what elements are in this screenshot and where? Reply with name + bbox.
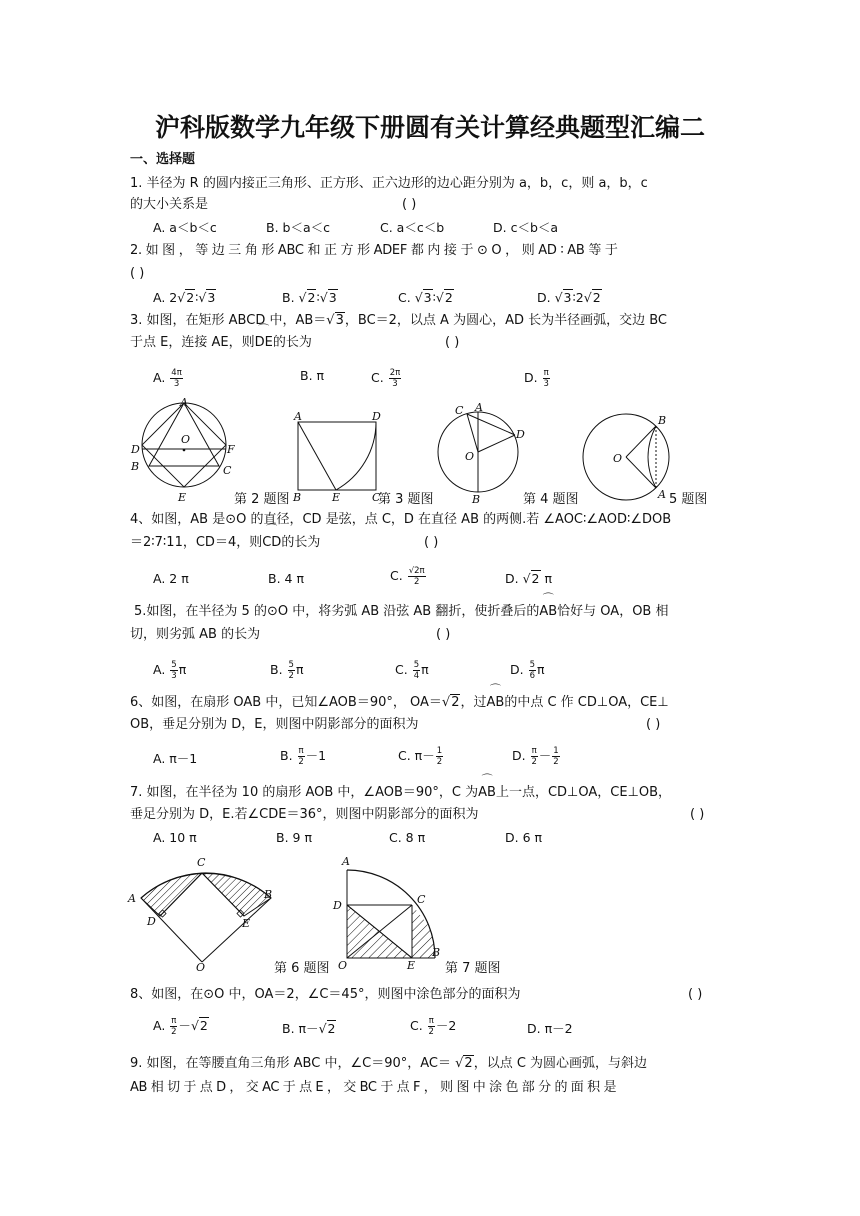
figure-4-caption: 第 4 题图	[523, 492, 579, 507]
q8-option-c: C. $\frac{\pi}{2}$ －2	[410, 1016, 457, 1037]
svg-text:B: B	[293, 491, 302, 504]
q8-option-b: B. π－√2	[282, 1021, 336, 1036]
svg-text:B: B	[432, 946, 441, 959]
q1-option-a: A. a＜b＜c	[153, 220, 217, 235]
figure-6-caption: 第 6 题图	[274, 961, 330, 976]
q7-paren: ( )	[690, 807, 705, 822]
q1-option-c: C. a＜c＜b	[380, 220, 445, 235]
q2-option-c: C. √3∶√2	[398, 290, 453, 305]
q1-option-b: B. b＜a＜c	[266, 220, 330, 235]
svg-text:E: E	[242, 917, 251, 930]
q5-option-c: C. $\frac{5}{4}$ π	[395, 660, 429, 681]
q5-option-a: A. $\frac{5}{3}$ π	[153, 660, 187, 681]
figure-5-caption: 5 题图	[669, 492, 708, 507]
figure-6-diagram	[126, 854, 286, 976]
q1-line1: 1. 半径为 R 的圆内接正三角形、正方形、正六边形的边心距分别为 a，b，c，则 a，b，c	[130, 176, 648, 191]
svg-text:O: O	[613, 452, 623, 465]
figure-2-caption: 第 2 题图	[234, 492, 290, 507]
q8-option-a: A. $\frac{\pi}{2}$ －√2	[153, 1016, 208, 1037]
q4-option-b: B. 4 π	[268, 571, 304, 586]
q5-line2: 切，则劣弧 AB 的长为	[130, 627, 261, 642]
q7-option-c: C. 8 π	[389, 830, 426, 845]
figure-2-diagram	[128, 398, 238, 506]
q6-option-b: B. $\frac{\pi}{2}$ －1	[280, 746, 327, 767]
figure-3-diagram	[288, 410, 386, 502]
q6-option-c: C. π－ $\frac{1}{2}$	[398, 746, 443, 767]
q6-line2: OB，垂足分别为 D，E，则图中阴影部分的面积为	[130, 717, 419, 732]
q8-line1: 8、如图，在⊙O 中，OA＝2，∠C＝45°，则图中涂色部分的面积为	[130, 987, 521, 1002]
q4-option-a: A. 2 π	[153, 571, 189, 586]
svg-text:O: O	[338, 959, 348, 972]
svg-text:A: A	[294, 410, 302, 423]
svg-text:E: E	[332, 491, 341, 504]
q6-paren: ( )	[646, 717, 661, 732]
page-title: 沪科版数学九年级下册圆有关计算经典题型汇编二	[154, 113, 705, 142]
q7-line1: 7. 如图，在半径为 10 的扇形 AOB 中，∠AOB＝90°，C 为⌒ AB上一点，CD⊥OA，CE⊥OB，	[130, 785, 671, 801]
section-heading: 一、选择题	[130, 152, 196, 167]
q3-line1: 3. 如图，在矩形 ABCD 中，AB＝√3，BC＝2，以点 A 为圆心，AD 长为半径画弧，交边 BC	[130, 313, 668, 328]
svg-text:C: C	[197, 856, 206, 869]
q5-line1: 5.如图，在半径为 5 的⊙O 中，将劣弧 AB 沿弦 AB 翻折，使折叠后的⌒ AB恰好与 OA，OB 相	[134, 604, 669, 620]
q4-option-c: C. $\frac{√2\pi}{2}$	[390, 566, 425, 587]
svg-text:O: O	[196, 961, 206, 974]
svg-text:A: A	[180, 396, 188, 409]
svg-text:B: B	[131, 460, 140, 473]
svg-text:C: C	[223, 464, 232, 477]
svg-text:D: D	[372, 410, 381, 423]
q7-option-d: D. 6 π	[505, 830, 543, 845]
svg-text:A: A	[658, 488, 666, 501]
q3-option-b: B. π	[300, 368, 325, 383]
q1-option-d: D. c＜b＜a	[493, 220, 559, 235]
q8-paren: ( )	[688, 987, 703, 1002]
q4-paren: ( )	[424, 535, 439, 550]
svg-text:B: B	[264, 888, 273, 901]
svg-text:C: C	[455, 404, 464, 417]
svg-text:D: D	[147, 915, 156, 928]
q3-option-d: D. $\frac{\pi}{3}$	[524, 368, 549, 389]
svg-text:C: C	[417, 893, 426, 906]
q2-option-a: A. 2√2∶√3	[153, 290, 216, 305]
q6-option-a: A. π－1	[153, 751, 198, 766]
q7-line2: 垂足分别为 D，E.若∠CDE＝36°，则图中阴影部分的面积为	[130, 807, 479, 822]
svg-text:O: O	[181, 433, 191, 446]
svg-text:D: D	[333, 899, 342, 912]
figure-3-caption: 第 3 题图	[378, 492, 434, 507]
q9-line1: 9. 如图，在等腰直角三角形 ABC 中，∠C＝90°，AC＝ √2，以点 C 为圆心画弧，与斜边	[130, 1056, 648, 1071]
q8-option-d: D. π－2	[527, 1021, 573, 1036]
svg-text:B: B	[472, 493, 481, 506]
q4-line1: 4、如图，AB 是⊙O 的直径，CD 是弦，点 C，D 在直径 AB 的两侧.若 ∠AOC∶∠AOD∶∠DOB	[130, 512, 672, 527]
q4-line2: ＝2∶7∶11，CD＝4，则⌒ CD的长为	[130, 535, 320, 551]
q1-paren: ( )	[402, 197, 417, 212]
svg-text:O: O	[465, 450, 475, 463]
q5-paren: ( )	[436, 627, 451, 642]
figure-7-diagram	[330, 852, 448, 972]
q5-option-b: B. $\frac{5}{2}$ π	[270, 660, 304, 681]
svg-text:A: A	[342, 855, 350, 868]
q7-option-b: B. 9 π	[276, 830, 312, 845]
svg-text:A: A	[475, 401, 483, 414]
svg-text:E: E	[407, 959, 416, 972]
q5-option-d: D. $\frac{5}{6}$ π	[510, 660, 545, 681]
figure-5-diagram	[580, 410, 676, 504]
q2-option-d: D. √3∶2√2	[537, 290, 601, 305]
svg-text:F: F	[227, 443, 235, 456]
q6-line1: 6、如图，在扇形 OAB 中，已知∠AOB＝90°， OA＝√2，过⌒ AB的中点 C 作 CD⊥OA，CE⊥	[130, 695, 669, 711]
q2-line2: ( )	[130, 266, 145, 281]
q1-line2: 的大小关系是	[130, 197, 209, 212]
svg-text:E: E	[178, 491, 187, 504]
figure-4-diagram	[434, 400, 524, 504]
q3-line2: 于点 E，连接 AE，则⌒ DE的长为	[130, 335, 312, 351]
svg-text:A: A	[128, 892, 136, 905]
q6-option-d: D. $\frac{\pi}{2}$ － $\frac{1}{2}$	[512, 746, 559, 767]
q9-line2: AB 相 切 于 点 D ， 交 AC 于 点 E ， 交 BC 于 点 F ， 则 图 中 涂 色 部 分 的 面 积 是	[130, 1080, 617, 1095]
q3-option-a: A. $\frac{4\pi}{3}$	[153, 368, 182, 389]
q3-option-c: C. $\frac{2\pi}{3}$	[371, 368, 401, 389]
q2-line1: 2. 如 图 ， 等 边 三 角 形 ABC 和 正 方 形 ADEF 都 内 接 于 ⊙ O ， 则 AD ∶ AB 等 于	[130, 243, 618, 258]
q2-option-b: B. √2∶√3	[282, 290, 337, 305]
q7-option-a: A. 10 π	[153, 830, 197, 845]
svg-text:B: B	[658, 414, 667, 427]
svg-text:D: D	[516, 428, 525, 441]
q4-option-d: D. √2 π	[505, 571, 552, 586]
svg-text:C: C	[372, 491, 381, 504]
figure-7-caption: 第 7 题图	[445, 961, 501, 976]
q3-paren: ( )	[445, 335, 460, 350]
svg-text:D: D	[131, 443, 140, 456]
